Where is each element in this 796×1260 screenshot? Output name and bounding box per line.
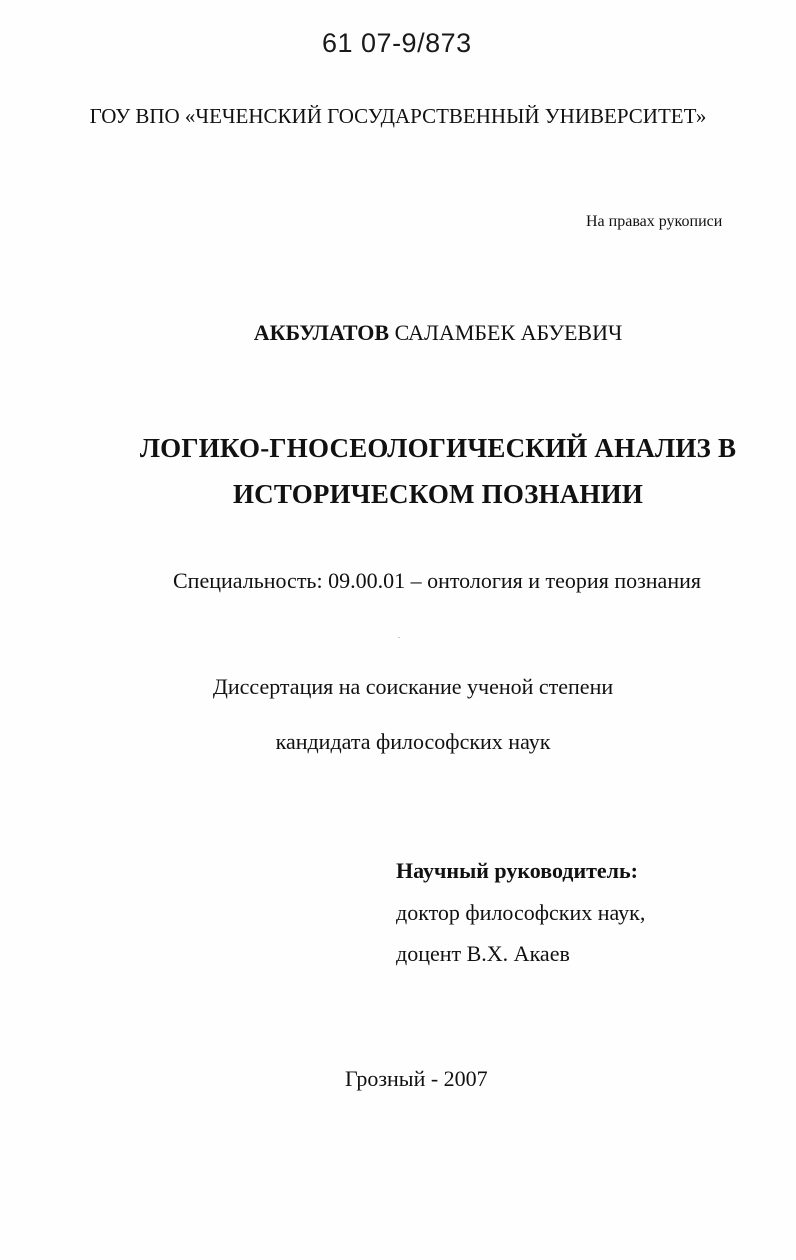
specialty: Специальность: 09.00.01 – онтология и теория познания <box>173 568 701 593</box>
scan-speck <box>398 637 400 638</box>
dissertation-degree-line-2: кандидата философских наук <box>275 729 551 754</box>
thesis-title-line-2: ИСТОРИЧЕСКОМ ПОЗНАНИИ <box>232 479 644 509</box>
advisor-name: доцент В.Х. Акаев <box>396 941 570 966</box>
author-surname: АКБУЛАТОВ <box>253 320 390 345</box>
advisor-degree: доктор философских наук, <box>396 900 646 925</box>
advisor-heading: Научный руководитель: <box>396 858 638 883</box>
city-year: Грозный - 2007 <box>345 1066 488 1091</box>
dissertation-degree-line-1: Диссертация на соискание ученой степени <box>212 674 614 699</box>
catalog-number: 61 07-9/873 <box>322 28 472 58</box>
institution-name: ГОУ ВПО «ЧЕЧЕНСКИЙ ГОСУДАРСТВЕННЫЙ УНИВЕРСИТЕТ» <box>89 104 707 128</box>
thesis-title-line-1: ЛОГИКО-ГНОСЕОЛОГИЧЕСКИЙ АНАЛИЗ В <box>139 433 737 463</box>
rights-note: На правах рукописи <box>586 213 723 230</box>
author-given-names: САЛАМБЕК АБУЕВИЧ <box>394 320 623 345</box>
author-name <box>0 320 796 346</box>
